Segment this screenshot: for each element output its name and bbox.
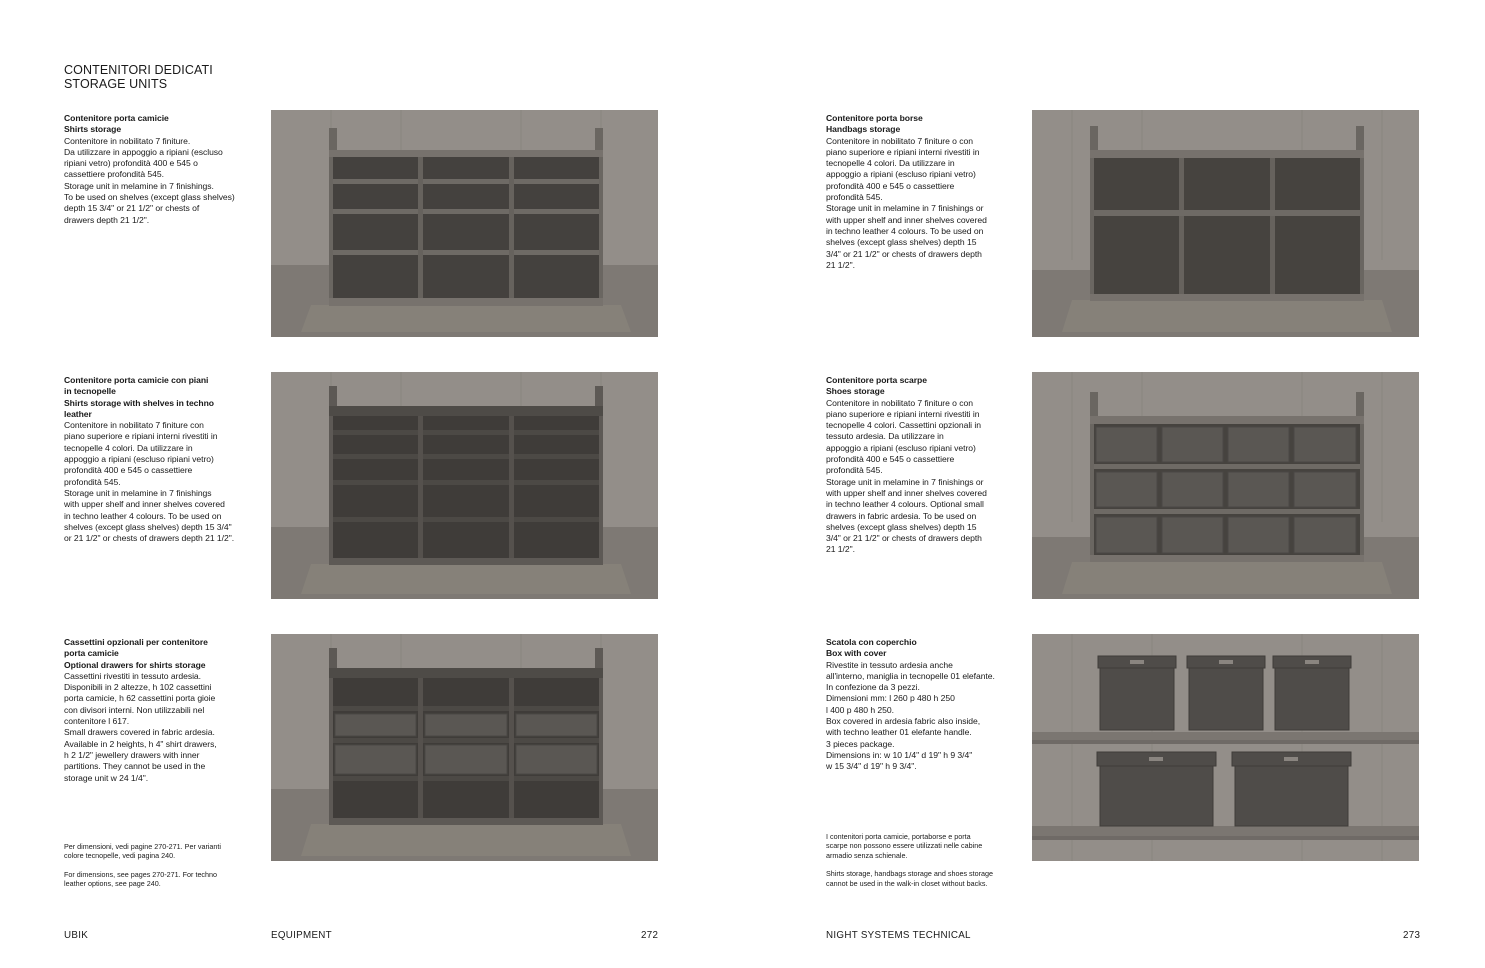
block-line: with upper shelf and inner shelves covered — [826, 214, 987, 225]
shirts-storage-description — [64, 113, 254, 226]
box-with-cover-photo — [1032, 634, 1419, 861]
block-line: Dimensioni mm: l 260 p 480 h 250 — [826, 693, 955, 704]
block-line: tecnopelle 4 colori. Cassettini opzionali in — [826, 420, 981, 431]
note-line: I contenitori porta camicie, portaborse e porta — [826, 832, 971, 841]
block-line: drawers depth 21 1/2". — [64, 214, 150, 225]
block-line: Storage unit in melamine in 7 finishings or — [826, 476, 984, 487]
block-line: Small drawers covered in fabric ardesia. — [64, 727, 215, 738]
shirts-leather-storage-photo — [271, 372, 658, 599]
block-title: Contenitore porta scarpe — [826, 375, 927, 385]
block-line: tecnopelle 4 colori. Da utilizzare in — [826, 158, 955, 169]
note-line: Per dimensioni, vedi pagine 270-271. Per varianti — [64, 842, 222, 851]
block-title: Handbags storage — [826, 124, 901, 135]
block-line: shelves (except glass shelves) depth 15 — [826, 237, 977, 248]
block-title: Shirts storage with shelves in techno — [64, 397, 215, 408]
block-line: Da utilizzare in appoggio a ripiani (escluso — [64, 146, 223, 157]
block-line: with techno leather 01 elefante handle. — [826, 727, 972, 738]
shoes-storage-photo — [1032, 372, 1419, 599]
block-line: Disponibili in 2 altezze, h 102 cassettini — [64, 682, 212, 693]
shirts-storage-photo — [271, 110, 658, 337]
block-line: h 2 1/2" jewellery drawers with inner — [64, 749, 200, 760]
note-line: leather options, see page 240. — [64, 879, 161, 889]
heading-english: STORAGE UNITS — [64, 77, 168, 91]
block-line: profondità 400 e 545 o cassettiere — [826, 454, 955, 465]
block-title: in tecnopelle — [64, 386, 116, 397]
block-line: Contenitore in nobilitato 7 finiture o con — [826, 397, 973, 408]
block-line: Contenitore in nobilitato 7 finiture o con — [826, 135, 973, 146]
block-line: with upper shelf and inner shelves covered — [64, 499, 225, 510]
heading-italian: CONTENITORI DEDICATI — [64, 63, 213, 77]
block-line: Contenitore in nobilitato 7 finiture con — [64, 420, 204, 431]
block-line: piano superiore e ripiani interni rivestiti in — [826, 408, 980, 419]
footer-section-right: NIGHT SYSTEMS TECHNICAL — [826, 930, 971, 941]
footnote-right — [826, 832, 1006, 888]
footnote-left — [64, 842, 244, 889]
block-line: appoggio a ripiani (escluso ripiani vetro) — [826, 442, 976, 453]
block-line: shelves (except glass shelves) depth 15 — [826, 521, 977, 532]
block-title: porta camicie — [64, 648, 119, 659]
block-line: Cassettini rivestiti in tessuto ardesia. — [64, 670, 201, 681]
block-line: Dimensions in: w 10 1/4" d 19" h 9 3/4" — [826, 749, 973, 760]
note-line: colore tecnopelle, vedi pagina 240. — [64, 851, 176, 861]
block-line: 21 1/2". — [826, 259, 855, 270]
block-line: profondità 400 e 545 o cassettiere — [826, 180, 955, 191]
note-line: scarpe non possono essere utilizzati nelle cabine — [826, 841, 983, 851]
block-line: Rivestite in tessuto ardesia anche — [826, 659, 953, 670]
block-title: Cassettini opzionali per contenitore — [64, 637, 208, 647]
footer-section-left: EQUIPMENT — [271, 930, 332, 941]
block-line: w 15 3/4" d 19" h 9 3/4". — [826, 761, 917, 772]
block-line: cassettiere profondità 545. — [64, 169, 164, 180]
block-line: with upper shelf and inner shelves covered — [826, 487, 987, 498]
block-line: profondità 400 e 545 o cassettiere — [64, 465, 193, 476]
block-line: 21 1/2". — [826, 544, 855, 555]
optional-drawers-photo — [271, 634, 658, 861]
block-line: in techno leather 4 colours. Optional small — [826, 499, 984, 510]
block-line: Storage unit in melamine in 7 finishings or — [826, 203, 984, 214]
note-line: Shirts storage, handbags storage and shoes storage — [826, 869, 994, 879]
block-line: Contenitore in nobilitato 7 finiture. — [64, 135, 191, 146]
block-line: profondità 545. — [826, 192, 883, 203]
block-line: all'interno, maniglia in tecnopelle 01 elefante. — [826, 670, 995, 681]
block-line: drawers in fabric ardesia. To be used on — [826, 510, 977, 521]
block-line: 3/4" or 21 1/2" or chests of drawers depth — [826, 533, 982, 544]
block-title: Box with cover — [826, 648, 887, 659]
block-line: Box covered in ardesia fabric also inside, — [826, 716, 981, 727]
block-line: partitions. They cannot be used in the — [64, 761, 206, 772]
block-line: appoggio a ripiani (escluso ripiani vetro) — [826, 169, 976, 180]
block-line: profondità 545. — [826, 465, 883, 476]
handbags-storage-description — [826, 113, 1016, 271]
block-line: In confezione da 3 pezzi. — [826, 682, 920, 693]
block-line: appoggio a ripiani (escluso ripiani vetro) — [64, 454, 214, 465]
block-title: Contenitore porta borse — [826, 113, 923, 123]
block-title: Shoes storage — [826, 386, 885, 397]
block-line: shelves (except glass shelves) depth 15 3/4" — [64, 521, 232, 532]
block-line: in techno leather 4 colours. To be used on — [64, 510, 222, 521]
block-line: in techno leather 4 colours. To be used on — [826, 225, 984, 236]
block-line: piano superiore e ripiani interni rivestiti in — [64, 431, 218, 442]
block-line: porta camicie, h 62 cassettini porta gioie — [64, 693, 216, 704]
block-line: or 21 1/2" or chests of drawers depth 21 1/2". — [64, 533, 235, 544]
handbags-storage-photo — [1032, 110, 1419, 337]
block-title: Contenitore porta camicie — [64, 113, 169, 123]
block-line: tecnopelle 4 colori. Da utilizzare in — [64, 442, 193, 453]
block-line: 3 pieces package. — [826, 738, 895, 749]
shoes-storage-description — [826, 375, 1016, 556]
box-with-cover-description — [826, 637, 1016, 773]
note-line: For dimensions, see pages 270-271. For techno — [64, 869, 218, 879]
block-line: piano superiore e ripiani interni rivestiti in — [826, 146, 980, 157]
block-line: 3/4" or 21 1/2" or chests of drawers depth — [826, 248, 982, 259]
block-title: Optional drawers for shirts storage — [64, 659, 206, 670]
block-line: To be used on shelves (except glass shelves) — [64, 192, 235, 203]
block-line: con divisori interni. Non utilizzabili nel — [64, 704, 205, 715]
block-line: profondità 545. — [64, 476, 121, 487]
note-line: armadio senza schienale. — [826, 850, 908, 860]
block-title: Shirts storage — [64, 124, 122, 135]
footer-page-left: 272 — [641, 930, 659, 941]
section-heading — [64, 63, 213, 91]
block-line: ripiani vetro) profondità 400 e 545 o — [64, 158, 198, 169]
footer-brand: UBIK — [64, 930, 89, 941]
block-line: storage unit w 24 1/4". — [64, 772, 149, 783]
block-line: l 400 p 480 h 250. — [826, 704, 894, 715]
block-line: Available in 2 heights, h 4" shirt drawers, — [64, 738, 217, 749]
block-line: Storage unit in melamine in 7 finishings — [64, 487, 212, 498]
block-line: Storage unit in melamine in 7 finishings. — [64, 180, 214, 191]
block-title: Contenitore porta camicie con piani — [64, 375, 209, 385]
block-line: contenitore l 617. — [64, 716, 130, 727]
block-line: depth 15 3/4" or 21 1/2" or chests of — [64, 203, 200, 214]
shirts-leather-storage-description — [64, 375, 254, 544]
block-title: Scatola con coperchio — [826, 637, 917, 647]
block-line: tessuto ardesia. Da utilizzare in — [826, 431, 944, 442]
note-line: cannot be used in the walk-in closet without backs. — [826, 878, 988, 888]
footer-page-right: 273 — [1403, 930, 1421, 941]
optional-drawers-description — [64, 637, 254, 784]
block-title: leather — [64, 408, 92, 419]
